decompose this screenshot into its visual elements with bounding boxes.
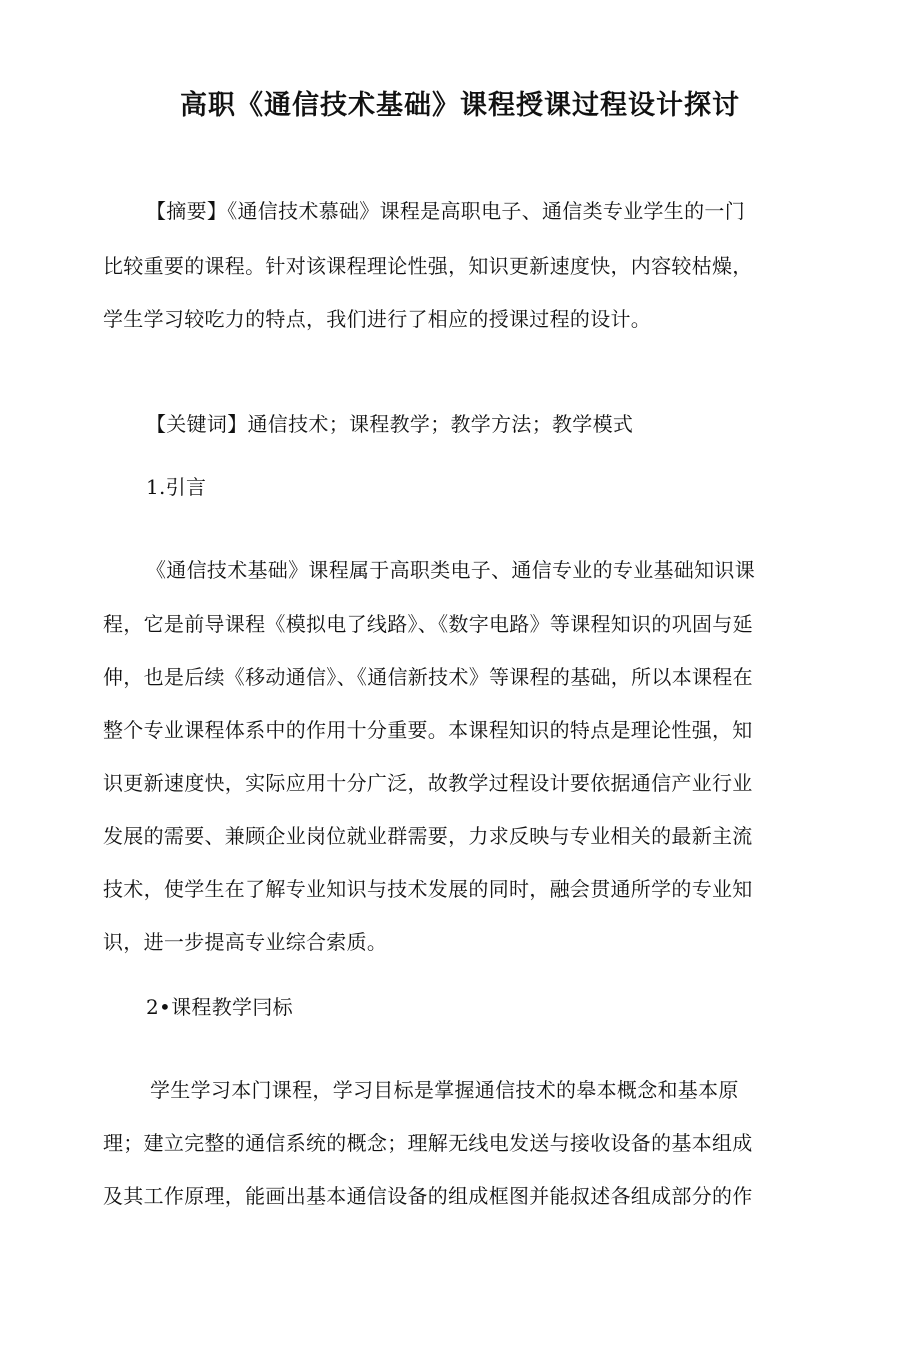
- abstract-line: 【摘要】《通信技术慕础》课程是高职电子、通信类专业学生的一门: [146, 199, 745, 223]
- section1-line: 发展的需要、兼顾企业岗位就业群需要，力求反映与专业相关的最新主流: [103, 824, 753, 848]
- section1-line: 识，进一步提高专业综合索质。: [103, 930, 388, 954]
- section1-line: 《通信技术基础》课程属于高职类电子、通信专业的专业基础知识课: [146, 558, 755, 582]
- section2-line: 学生学习本门课程，学习目标是掌握通信技术的皋本概念和基本原: [150, 1078, 739, 1102]
- section1-line: 伸，也是后续《移动通信》、《通信新技术》等课程的基础，所以本课程在: [103, 665, 753, 689]
- section1-line: 整个专业课程体系中的作用十分重要。本课程知识的特点是理论性强，知: [103, 718, 753, 742]
- section1-line: 识更新速度快，实际应用十分广泛，故教学过程设计要依据通信产业行业: [103, 771, 753, 795]
- abstract-line: 学生学习较吃力的特点，我们进行了相应的授课过程的设计。: [103, 307, 652, 331]
- document-title: 高职《通信技术基础》课程授课过程设计探讨: [180, 90, 740, 121]
- section2-line: 理；建立完整的通信系统的概念；理解无线电发送与接收设备的基本组成: [103, 1131, 753, 1155]
- keywords-line: 【关键词】通信技术；课程教学；教学方法；教学模式: [146, 412, 634, 436]
- section-heading-goals: 2•课程教学冃标: [146, 995, 293, 1019]
- abstract-line: 比较重要的课程。针对该课程理论性强，知识更新速度快，内容较枯燥，: [103, 254, 753, 278]
- section2-line: 及其工作原理，能画出基本通信设备的组成框图并能叔述各组成部分的作: [103, 1184, 753, 1208]
- section1-line: 技术，使学生在了解专业知识与技术发展的同时，融会贯通所学的专业知: [103, 877, 753, 901]
- section-heading-introduction: 1.引言: [146, 475, 207, 499]
- section1-line: 程，它是前导课程《模拟电了线路》、《数字电路》等课程知识的巩固与延: [103, 612, 753, 636]
